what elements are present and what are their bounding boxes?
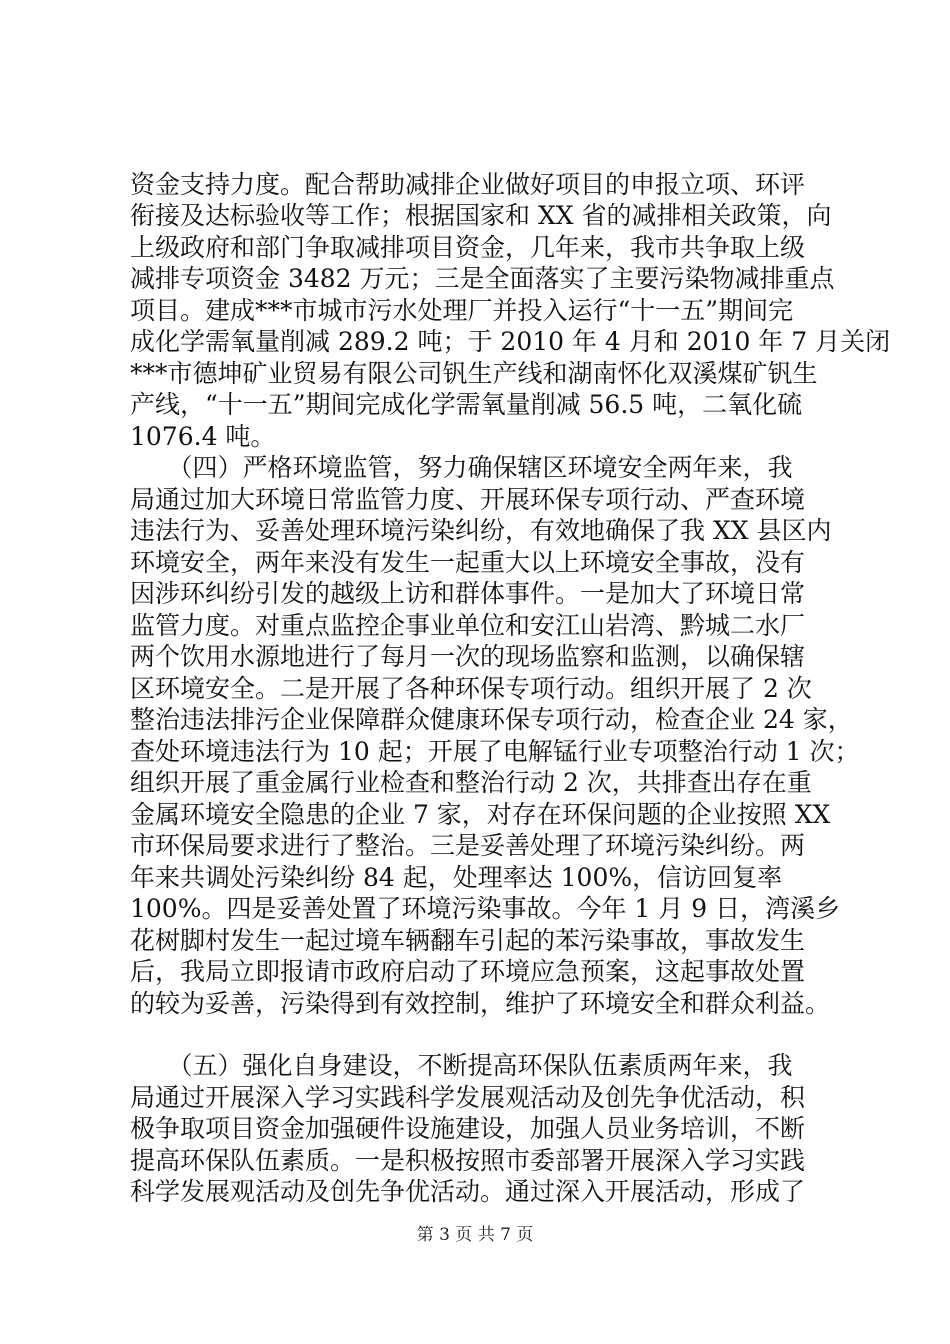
text-line: 科学发展观活动及创先争优活动。通过深入开展活动，形成了 (130, 1177, 806, 1206)
text-line: 违法行为、妥善处理环境污染纠纷，有效地确保了我 XX 县区内 (130, 516, 832, 545)
text-line: （五）强化自身建设，不断提高环保队伍素质两年来，我 (130, 1051, 793, 1080)
text-line: 项目。建成***市城市污水处理厂并投入运行“十一五”期间完 (130, 296, 794, 325)
text-line: 后，我局立即报请市政府启动了环境应急预案，这起事故处置 (130, 957, 806, 986)
text-line: 产线，“十一五”期间完成化学需氧量削减 56.5 吨，二氧化硫 (130, 390, 803, 419)
text-line: 成化学需氧量削减 289.2 吨；于 2010 年 4 月和 2010 年 7 月关闭 (130, 327, 891, 356)
text-line: 减排专项资金 3482 万元；三是全面落实了主要污染物减排重点 (130, 264, 835, 293)
text-line: 整治违法排污企业保障群众健康环保专项行动，检查企业 24 家， (130, 705, 853, 734)
text-line: 金属环境安全隐患的企业 7 家，对存在环保问题的企业按照 XX (130, 800, 831, 829)
text-line: 花树脚村发生一起过境车辆翻车引起的苯污染事故，事故发生 (130, 926, 806, 955)
text-line: 资金支持力度。配合帮助减排企业做好项目的申报立项、环评 (130, 170, 806, 199)
text-line: 因涉环纠纷引发的越级上访和群体事件。一是加大了环境日常 (130, 579, 806, 608)
text-line: 上级政府和部门争取减排项目资金，几年来，我市共争取上级 (130, 233, 806, 262)
text-line: 市环保局要求进行了整治。三是妥善处理了环境污染纠纷。两 (130, 831, 806, 860)
text-line: 1076.4 吨。 (130, 422, 276, 451)
text-line: 查处环境违法行为 10 起；开展了电解锰行业专项整治行动 1 次； (130, 737, 860, 766)
text-line: 100%。四是妥善处置了环境污染事故。今年 1 月 9 日，湾溪乡 (130, 894, 841, 923)
text-line: 局通过开展深入学习实践科学发展观活动及创先争优活动，积 (130, 1083, 806, 1112)
text-line: 局通过加大环境日常监管力度、开展环保专项行动、严查环境 (130, 485, 806, 514)
text-line: （四）严格环境监管，努力确保辖区环境安全两年来，我 (130, 453, 793, 482)
text-line: 提高环保队伍素质。一是积极按照市委部署开展深入学习实践 (130, 1146, 806, 1175)
text-line: 的较为妥善，污染得到有效控制，维护了环境安全和群众利益。 (130, 989, 831, 1018)
text-line: 极争取项目资金加强硬件设施建设，加强人员业务培训，不断 (130, 1114, 806, 1143)
text-line: 两个饮用水源地进行了每月一次的现场监察和监测，以确保辖 (130, 642, 806, 671)
page-number-footer: 第 3 页 共 7 页 (416, 1225, 534, 1245)
text-line: 组织开展了重金属行业检查和整治行动 2 次，共排查出存在重 (130, 768, 812, 797)
text-line: 衔接及达标验收等工作；根据国家和 XX 省的减排相关政策，向 (130, 201, 832, 230)
text-line: 环境安全，两年来没有发生一起重大以上环境安全事故，没有 (130, 548, 806, 577)
text-line: 年来共调处污染纠纷 84 起，处理率达 100%，信访回复率 (130, 863, 783, 892)
text-line: 区环境安全。二是开展了各种环保专项行动。组织开展了 2 次 (130, 674, 812, 703)
text-line: 监管力度。对重点监控企事业单位和安江山岩湾、黔城二水厂 (130, 611, 806, 640)
text-line: ***市德坤矿业贸易有限公司钒生产线和湖南怀化双溪煤矿钒生 (130, 359, 818, 388)
